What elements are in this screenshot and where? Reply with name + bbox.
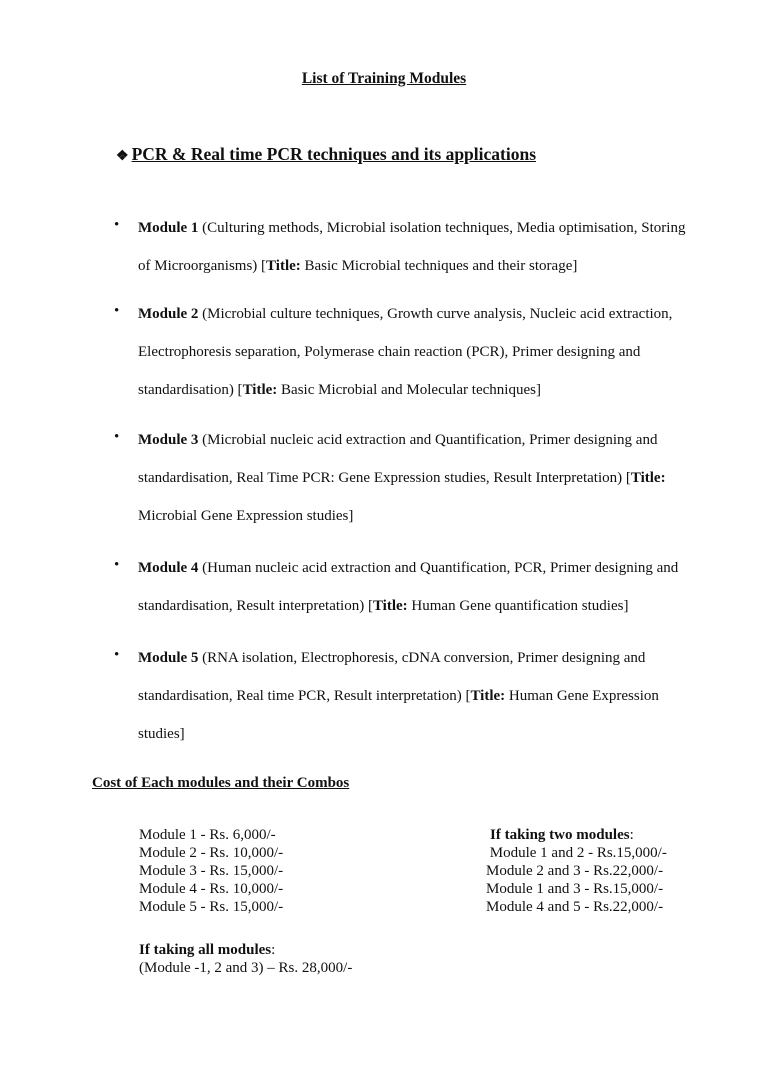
combo-item: Module 2 and 3 - Rs.22,000/- <box>486 863 664 879</box>
module-item: • Module 2 (Microbial culture techniques, Growth curve analysis, Nucleic acid extraction, Electrophoresis separation, Polymerase chain reaction (PCR), Primer designing and standardisation) [Title: Basic Microbial and Molecular techniques] <box>138 295 690 409</box>
section-heading: ❖ PCR & Real time PCR techniques and its applications <box>116 144 537 164</box>
bullet-icon: • <box>114 429 120 445</box>
module-item: • Module 1 (Culturing methods, Microbial isolation techniques, Media optimisation, Storing of Microorganisms) [Title: Basic Microbial techniques and their storage] <box>138 209 690 285</box>
bullet-icon: • <box>114 647 120 663</box>
all-modules-heading: If taking all modules: <box>139 942 276 958</box>
bullet-icon: • <box>114 557 120 573</box>
module-item: • Module 3 (Microbial nucleic acid extraction and Quantification, Primer designing and standardisation, Real Time PCR: Gene Expression studies, Result Interpretation) [Title: Microbial Gene Expression studies] <box>138 421 690 535</box>
cost-heading: Cost of Each modules and their Combos <box>92 775 350 791</box>
all-modules-offer <box>139 941 352 977</box>
price-item: Module 3 - Rs. 15,000/- <box>139 863 284 879</box>
bullet-icon: • <box>114 303 120 319</box>
module-item: • Module 5 (RNA isolation, Electrophoresis, cDNA conversion, Primer designing and standardisation, Real time PCR, Result interpretation) [Title: Human Gene Expression studies] <box>138 639 690 753</box>
module-item: • Module 4 (Human nucleic acid extraction and Quantification, PCR, Primer designing and standardisation, Result interpretation) [Title: Human Gene quantification studies] <box>138 549 690 625</box>
price-item: Module 4 - Rs. 10,000/- <box>139 881 284 897</box>
all-modules-price: (Module -1, 2 and 3) – Rs. 28,000/- <box>139 960 353 976</box>
bullet-icon: • <box>114 217 120 233</box>
combo-heading: If taking two modules: <box>490 827 634 843</box>
price-item: Module 2 - Rs. 10,000/- <box>139 845 284 861</box>
combo-item: Module 1 and 3 - Rs.15,000/- <box>486 881 664 897</box>
price-item: Module 5 - Rs. 15,000/- <box>139 899 284 915</box>
combo-item: Module 4 and 5 - Rs.22,000/- <box>486 899 664 915</box>
diamond-bullet-icon: ❖ <box>116 149 129 164</box>
page-title: List of Training Modules <box>301 70 467 87</box>
price-item: Module 1 - Rs. 6,000/- <box>139 827 276 843</box>
price-list <box>139 826 283 916</box>
combo-list <box>486 826 667 916</box>
combo-item: Module 1 and 2 - Rs.15,000/- <box>486 845 667 861</box>
